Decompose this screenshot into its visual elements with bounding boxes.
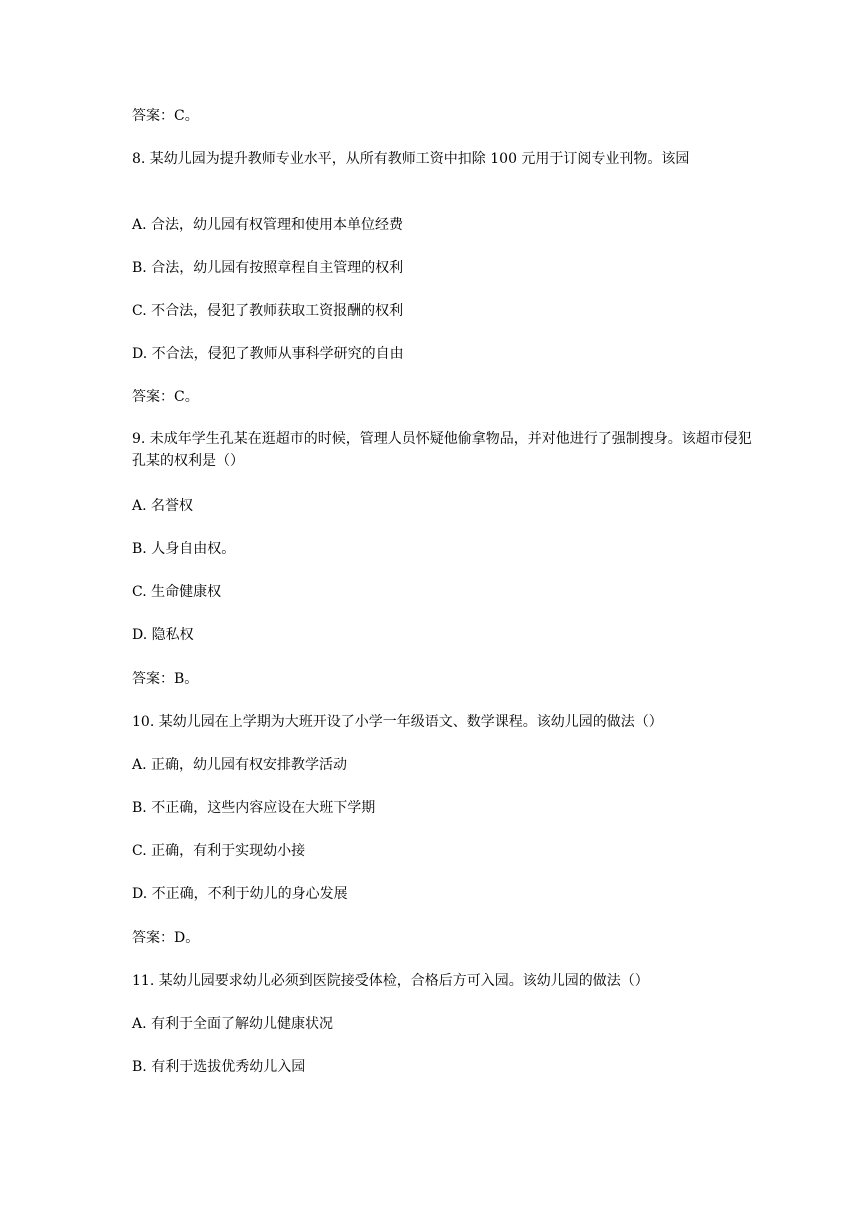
answer-line: 答案：C。 (132, 389, 199, 405)
option-b: B. 不正确，这些内容应设在大班下学期 (132, 800, 376, 816)
option-d: D. 不正确，不利于幼儿的身心发展 (132, 886, 348, 902)
answer-line: 答案：C。 (132, 108, 199, 124)
answer-line: 答案：B。 (132, 671, 199, 687)
question-11: 11. 某幼儿园要求幼儿必须到医院接受体检，合格后方可入园。该幼儿园的做法（） (132, 973, 649, 989)
option-b: B. 人身自由权。 (132, 541, 236, 557)
option-c: C. 不合法，侵犯了教师获取工资报酬的权利 (132, 303, 404, 319)
answer-line: 答案：D。 (132, 930, 200, 946)
option-c: C. 生命健康权 (132, 584, 222, 600)
option-c: C. 正确，有利于实现幼小接 (132, 843, 306, 859)
question-10: 10. 某幼儿园在上学期为大班开设了小学一年级语文、数学课程。该幼儿园的做法（） (132, 714, 663, 730)
option-b: B. 有利于选拔优秀幼儿入园 (132, 1059, 306, 1075)
question-8: 8. 某幼儿园为提升教师专业水平，从所有教师工资中扣除 100 元用于订阅专业刊物。该园 (132, 151, 690, 167)
option-d: D. 隐私权 (132, 627, 194, 643)
option-b: B. 合法，幼儿园有按照章程自主管理的权利 (132, 260, 404, 276)
option-a: A. 名誉权 (132, 498, 194, 514)
option-a: A. 合法，幼儿园有权管理和使用本单位经费 (132, 217, 404, 233)
option-a: A. 有利于全面了解幼儿健康状况 (132, 1016, 334, 1032)
option-a: A. 正确，幼儿园有权安排教学活动 (132, 757, 348, 773)
question-9: 9. 未成年学生孔某在逛超市的时候，管理人员怀疑他偷拿物品，并对他进行了强制搜身。该超市侵犯孔某的权利是（） (132, 431, 752, 469)
option-d: D. 不合法，侵犯了教师从事科学研究的自由 (132, 346, 404, 362)
